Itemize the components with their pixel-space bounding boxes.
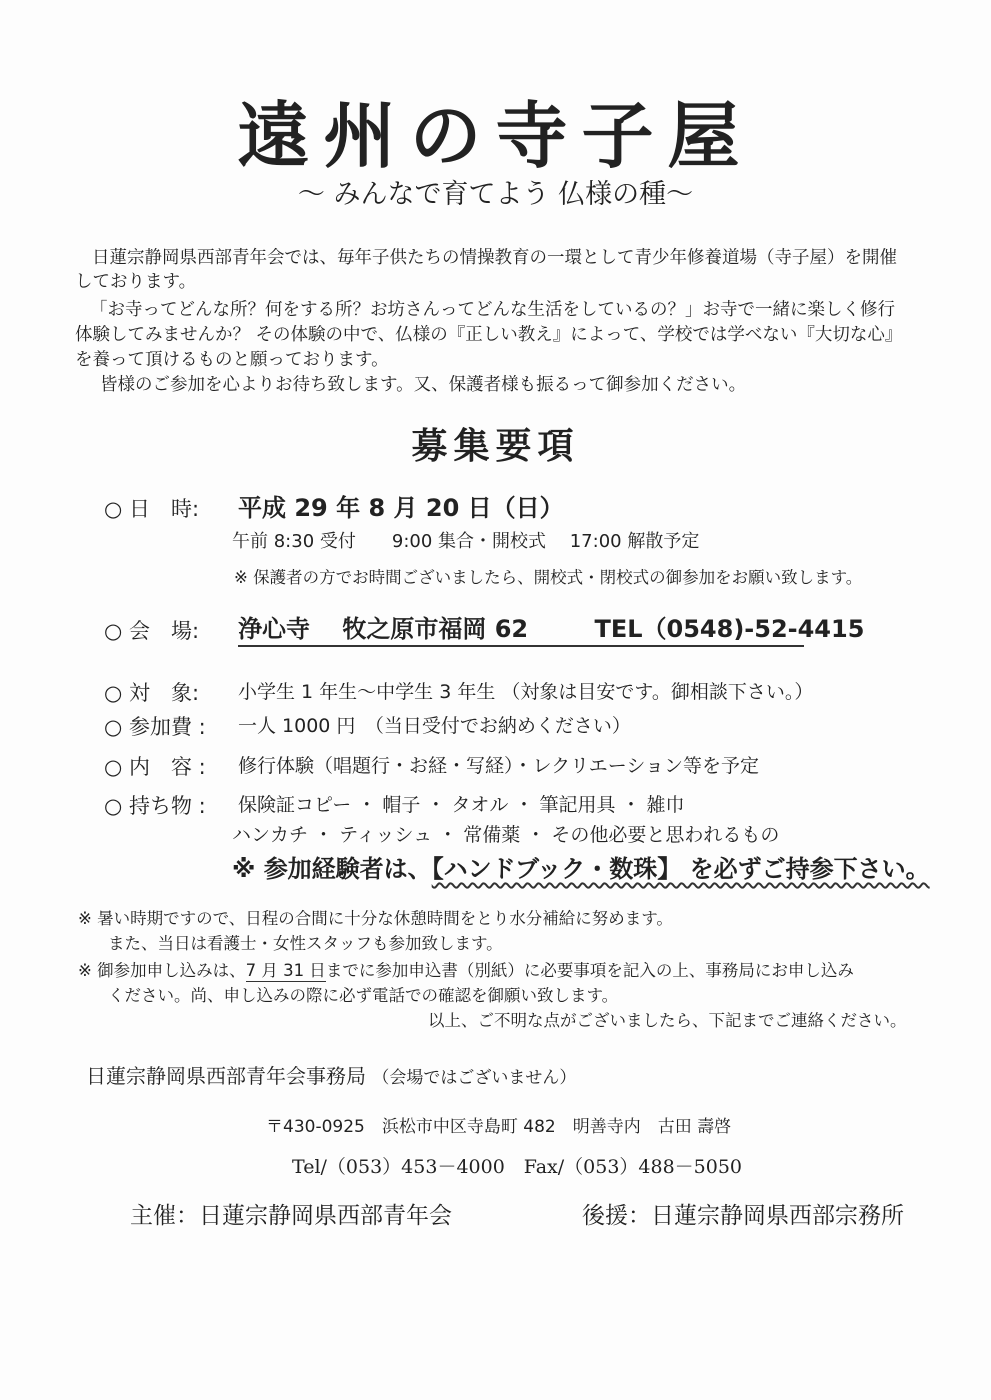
belongings-note-prefix: ※ 参加経験者は、 xyxy=(232,855,432,883)
office-address: 〒430-0925 浜松市中区寺島町 482 明善寺内 古田 壽啓 xyxy=(266,1117,732,1137)
office-phone-fax: Tel/（053）453－4000 Fax/（053）488－5050 xyxy=(292,1156,743,1178)
note-text: までに参加申込書（別紙）に必要事項を記入の上、事務局にお申し込み xyxy=(325,961,854,980)
target-value: 小学生 1 年生～中学生 3 年生 （対象は目安です。御相談下さい。） xyxy=(238,681,814,703)
page-title: 遠州の寺子屋 xyxy=(237,93,754,178)
venue-value xyxy=(238,609,865,647)
intro-line: 「お寺ってどんな所？何をする所？お坊さんってどんな生活をしているの？」お寺で一緒に楽しく修行 xyxy=(90,300,895,320)
intro-line: 日蓮宗静岡県西部青年会では、毎年子供たちの情操教育の一環として青少年修養道場（寺子屋）を開催 xyxy=(92,248,897,268)
venue-label: ○ 会 場: xyxy=(104,619,200,643)
intro-line: 皆様のご参加を心よりお待ち致します。又、保護者様も振るって御参加ください。 xyxy=(100,375,747,395)
note-text: ※ 御参加申し込みは、 xyxy=(78,961,246,980)
content-value: 修行体験（唱題行・お経・写経）・レクリエーション等を予定 xyxy=(238,755,759,777)
date-schedule: 午前 8:30 受付 9:00 集合・開校式 17:00 解散予定 xyxy=(232,531,700,552)
date-value: 平成 29 年 8 月 20 日（日） xyxy=(238,494,564,522)
host-organization: 主催：日蓮宗静岡県西部青年会 xyxy=(130,1203,452,1229)
note-line xyxy=(78,957,854,981)
office-heading xyxy=(86,1060,576,1089)
page-subtitle: ～ みんなで育てよう 仏様の種～ xyxy=(297,179,694,210)
section-heading: 募集要項 xyxy=(411,425,580,467)
note-line: ※ 暑い時期ですので、日程の合間に十分な休憩時間をとり水分補給に努めます。 xyxy=(78,909,673,928)
belongings-note xyxy=(232,849,930,884)
target-label: ○ 対 象: xyxy=(104,681,200,705)
date-note: ※ 保護者の方でお時間ございましたら、開校式・閉校式の御参加をお願い致します。 xyxy=(234,568,863,587)
belongings-note-emphasis: 【ハンドブック・数珠】 を必ずご持参下さい。 xyxy=(431,855,930,883)
intro-line: を養って頂けるものと願っております。 xyxy=(75,350,389,370)
support-organization: 後援：日蓮宗静岡県西部宗務所 xyxy=(582,1203,904,1229)
fee-label: ○ 参加費 : xyxy=(104,715,206,739)
belongings-label: ○ 持ち物 : xyxy=(104,794,206,818)
intro-line: 体験してみませんか？ その体験の中で、仏様の『正しい教え』によって、学校では学べない『大切な心』 xyxy=(75,325,903,345)
office-name: 日蓮宗静岡県西部青年会事務局 xyxy=(86,1064,366,1088)
intro-line: しております。 xyxy=(75,272,197,292)
venue-name: 浄心寺 牧之原市福岡 62 xyxy=(238,615,529,643)
note-line: また、当日は看護士・女性スタッフも参加致します。 xyxy=(108,934,503,953)
venue-tel: TEL（0548)-52-4415 xyxy=(594,615,865,643)
fee-value: 一人 1000 円 （当日受付でお納めください） xyxy=(238,715,631,737)
date-label: ○ 日 時: xyxy=(104,497,200,521)
note-line: 以上、ご不明な点がございましたら、下記までご連絡ください。 xyxy=(428,1011,907,1030)
office-note: （会場ではございません） xyxy=(372,1068,577,1088)
belongings-line: 保険証コピー ・ 帽子 ・ タオル ・ 筆記用具 ・ 雑巾 xyxy=(238,794,685,816)
note-deadline: 7 月 31 日 xyxy=(245,961,326,980)
note-line: ください。尚、申し込みの際に必ず電話での確認を御願い致します。 xyxy=(108,986,619,1005)
belongings-line: ハンカチ ・ ティッシュ ・ 常備薬 ・ その他必要と思われるもの xyxy=(232,824,780,846)
content-label: ○ 内 容 : xyxy=(104,755,206,779)
